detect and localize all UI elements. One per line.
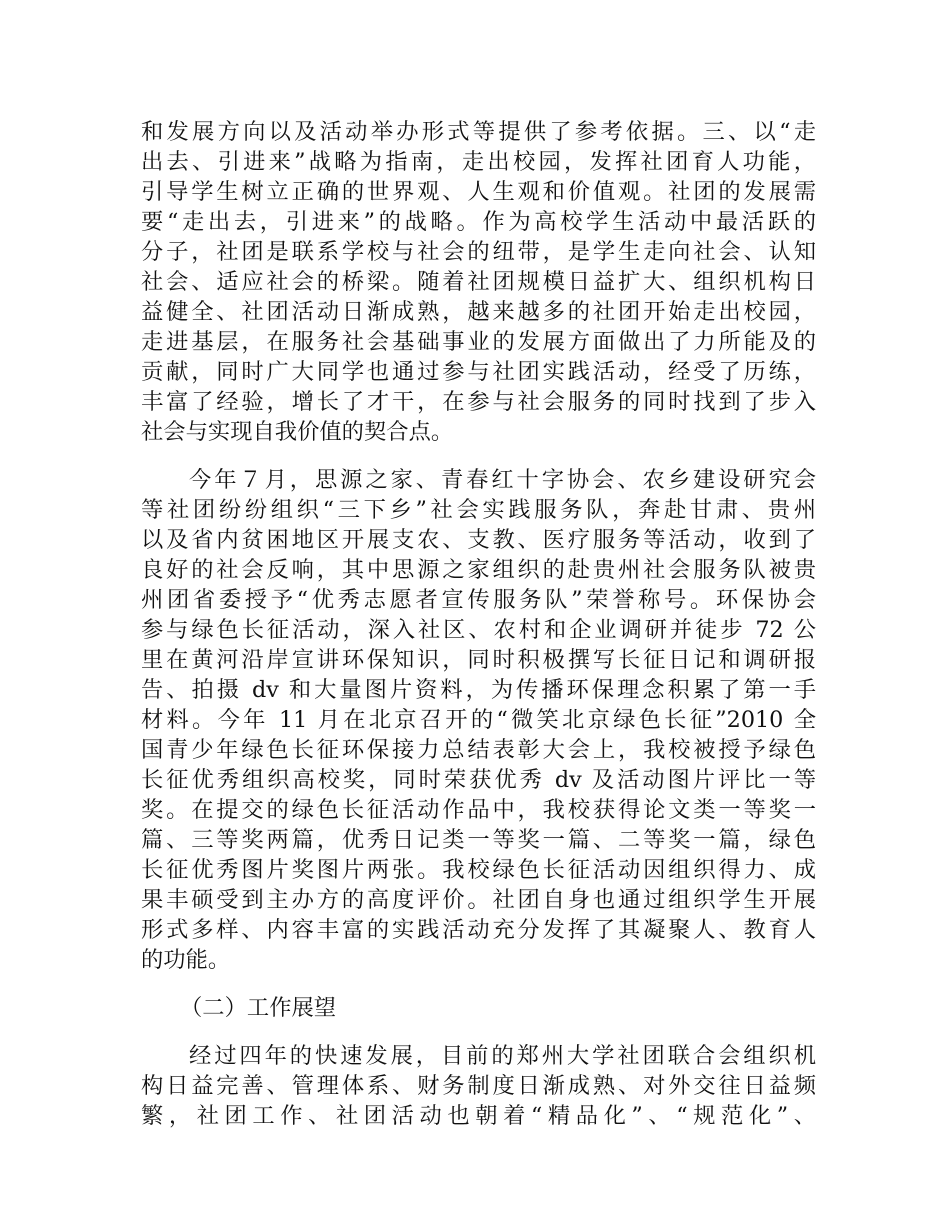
text-line: 分子，社团是联系学校与社会的纽带，是学生走向社会、认知 <box>141 239 816 265</box>
text-line: 告、拍摄 dv 和大量图片资料，为传播环保理念积累了第一手 <box>141 677 816 703</box>
text-line: 繁，社团工作、社团活动也朝着“精品化”、“规范化”、 <box>141 1103 816 1129</box>
text-line: 走进基层，在服务社会基础事业的发展方面做出了力所能及的 <box>141 329 816 355</box>
text-line: 里在黄河沿岸宣讲环保知识，同时积极撰写长征日记和调研报 <box>141 647 816 673</box>
text-line: 益健全、社团活动日渐成熟，越来越多的社团开始走出校园， <box>141 299 816 325</box>
text-line: 篇、三等奖两篇，优秀日记类一等奖一篇、二等奖一篇，绿色 <box>141 827 816 853</box>
text-line: 要“走出去，引进来”的战略。作为高校学生活动中最活跃的 <box>141 209 816 235</box>
text-line: 长征优秀图片奖图片两张。我校绿色长征活动因组织得力、成 <box>141 857 816 883</box>
text-line: 社会与实现自我价值的契合点。 <box>141 419 454 445</box>
text-line: 丰富了经验，增长了才干，在参与社会服务的同时找到了步入 <box>141 389 816 415</box>
text-line: 贡献，同时广大同学也通过参与社团实践活动，经受了历练， <box>141 359 816 385</box>
text-line: 的功能。 <box>141 947 231 973</box>
text-line: 构日益完善、管理体系、财务制度日渐成熟、对外交往日益频 <box>141 1073 816 1099</box>
text-line: 长征优秀组织高校奖，同时荣获优秀 dv 及活动图片评比一等 <box>141 767 816 793</box>
text-line: 奖。在提交的绿色长征活动作品中，我校获得论文类一等奖一 <box>141 797 816 823</box>
text-line: 州团省委授予“优秀志愿者宣传服务队”荣誉称号。环保协会 <box>141 587 816 613</box>
text-line: 良好的社会反响，其中思源之家组织的赴贵州社会服务队被贵 <box>141 557 816 583</box>
text-line: 社会、适应社会的桥梁。随着社团规模日益扩大、组织机构日 <box>141 269 816 295</box>
text-line: 引导学生树立正确的世界观、人生观和价值观。社团的发展需 <box>141 179 816 205</box>
text-line: 国青少年绿色长征环保接力总结表彰大会上，我校被授予绿色 <box>141 737 816 763</box>
text-line: 果丰硕受到主办方的高度评价。社团自身也通过组织学生开展 <box>141 887 816 913</box>
text-line: 出去、引进来”战略为指南，走出校园，发挥社团育人功能， <box>141 149 816 175</box>
text-line: 参与绿色长征活动，深入社区、农村和企业调研并徒步 72 公 <box>141 617 816 643</box>
section-heading: （二）工作展望 <box>180 995 337 1021</box>
text-line: 经过四年的快速发展，目前的郑州大学社团联合会组织机 <box>189 1043 816 1069</box>
text-line: 今年７月，思源之家、青春红十字协会、农乡建设研究会 <box>189 467 816 493</box>
text-line: 形式多样、内容丰富的实践活动充分发挥了其凝聚人、教育人 <box>141 917 816 943</box>
text-line: 等社团纷纷组织“三下乡”社会实践服务队，奔赴甘肃、贵州 <box>141 497 816 523</box>
text-line: 以及省内贫困地区开展支农、支教、医疗服务等活动，收到了 <box>141 527 816 553</box>
text-line: 和发展方向以及活动举办形式等提供了参考依据。三、以“走 <box>141 119 816 145</box>
text-line: 材料。今年 11 月在北京召开的“微笑北京绿色长征”2010 全 <box>141 707 816 733</box>
